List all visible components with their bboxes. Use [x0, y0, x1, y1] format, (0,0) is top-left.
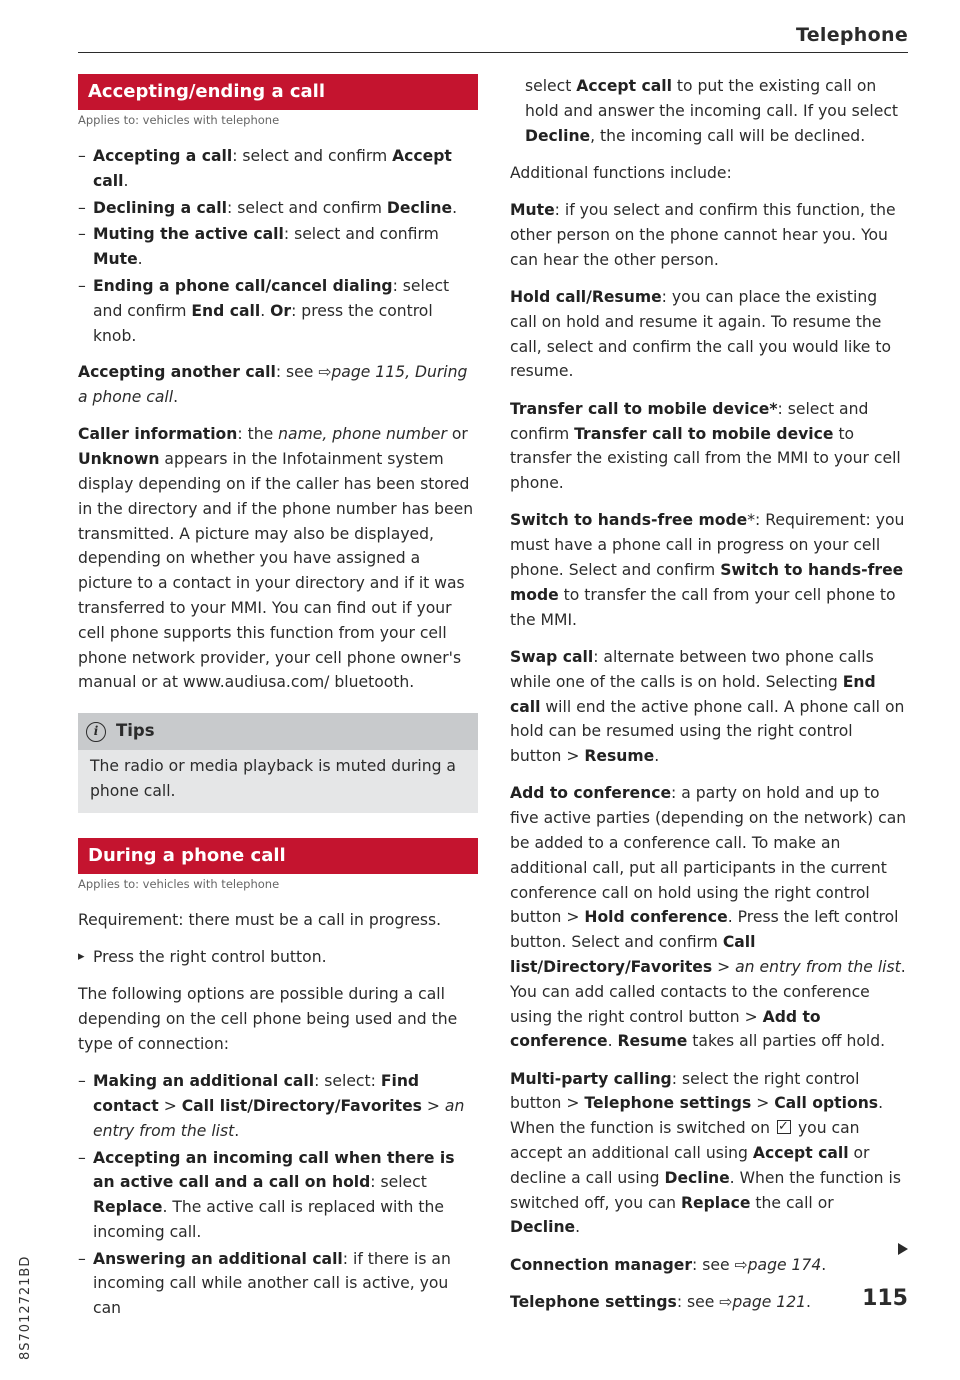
- arrow-right-icon: ⇨: [734, 1255, 748, 1274]
- telephone-settings: Telephone settings: see ⇨page 121.: [510, 1293, 812, 1312]
- arrow-right-icon: ⇨: [318, 363, 332, 382]
- tips-text: The radio or media playback is muted during a phone call.: [90, 757, 456, 800]
- section-heading-during-call: During a phone call: [78, 838, 478, 874]
- tips-header: [78, 713, 478, 750]
- header-divider: [78, 52, 908, 53]
- left-column: [78, 74, 478, 1323]
- step-item: ▸ Press the right control button.: [78, 945, 478, 970]
- swap-function: Swap call: alternate between two phone calls while one of the calls is on hold. Selecting End call will end the active phone call. A phone call on hold can be resumed using the right control button > Resume.: [510, 647, 905, 766]
- list-item: – Making an additional call: select: Find contact > Call list/Directory/Favorites > an entry from the list.: [78, 1069, 478, 1143]
- caller-information: Caller information: the name, phone number or Unknown appears in the Infotainment system display depending on if the caller has been stored in the directory and if the phone number has been transmitted. A picture may also be displayed, depending on whether you have assigned a picture to a contact in your directory and if it was transferred to your MMI. You can find out if your cell phone supports this function from your cell phone network provider, your cell phone owner's manual or at www.audiusa.com/ bluetooth.: [78, 425, 474, 692]
- mute-function: Mute: if you select and confirm this function, the other person on the phone cannot hear you. You can hear the other person.: [510, 201, 896, 269]
- list-item: – Accepting a call: select and confirm Accept call.: [78, 144, 478, 194]
- list-item: – Answering an additional call: if there is an incoming call while another call is active, you can: [78, 1247, 478, 1321]
- requirement-text: Requirement: there must be a call in progress.: [78, 910, 442, 929]
- additional-functions-intro: Additional functions include:: [510, 163, 732, 182]
- list-item: – Muting the active call: select and confirm Mute.: [78, 222, 478, 272]
- applies-to-note: Applies to: vehicles with telephone: [78, 113, 280, 127]
- page-reference-link[interactable]: page 121: [732, 1293, 807, 1312]
- options-intro: The following options are possible during a call depending on the cell phone being used and the type of connection:: [78, 985, 458, 1053]
- conference-function: Add to conference: a party on hold and up to five active parties (depending on the network) can be added to a conference call. To make an additional call, put all participants in the current conference call on hold using the right control button > Hold conference. Press the left control button. Select and confirm Call list/Directory/Favorites > an entry from the list. You can add called contacts to the conference using the right control button > Add to conference. Resume takes all parties off hold.: [510, 784, 907, 1051]
- accepting-another-call: Accepting another call: see ⇨page 115, During a phone call.: [78, 363, 468, 407]
- applies-to-note: Applies to: vehicles with telephone: [78, 876, 280, 891]
- continue-arrow-icon: [898, 1243, 908, 1255]
- transfer-function: Transfer call to mobile device*: select and confirm Transfer call to mobile device to transfer the existing call from the MMI to your cell phone.: [510, 399, 901, 493]
- section-heading-accepting-ending: Accepting/ending a call: [78, 74, 478, 110]
- connection-manager: Connection manager: see ⇨page 174.: [510, 1255, 827, 1274]
- page-reference-link[interactable]: page 115, During a phone call: [78, 363, 468, 407]
- page-reference-link[interactable]: page 174: [747, 1255, 822, 1274]
- document-code: 8S7012721BD: [18, 1255, 33, 1360]
- call-actions-list: [78, 144, 478, 348]
- tips-label: Tips: [116, 721, 155, 741]
- checkbox-checked-icon: [777, 1120, 791, 1134]
- info-icon: i: [86, 722, 106, 742]
- answering-continued: select Accept call to put the existing call on hold and answer the incoming call. If you select Decline, the incoming call will be declined.: [525, 77, 899, 145]
- arrow-right-icon: ⇨: [719, 1293, 733, 1312]
- multiparty-function: Multi-party calling: select the right control button > Telephone settings > Call options. When the function is switched on ✓ you can accept an additional call using Accept call or decline a call using Decline. When the function is switched off, you can Replace the call or Decline.: [510, 1067, 908, 1241]
- list-item: – Accepting an incoming call when there is an active call and a call on hold: select Replace. The active call is replaced with the incoming call.: [78, 1146, 478, 1245]
- handsfree-function: Switch to hands-free mode*: Requirement: you must have a phone call in progress on your cell phone. Select and confirm Switch to hands-free mode to transfer the call from your cell phone to the MMI.: [510, 511, 905, 629]
- list-item: – Declining a call: select and confirm Decline.: [78, 196, 478, 221]
- page-number: 115: [862, 1286, 908, 1311]
- list-item: – Ending a phone call/cancel dialing: select and confirm End call. Or: press the control knob.: [78, 274, 478, 348]
- right-column: [510, 74, 908, 1327]
- hold-function: Hold call/Resume: you can place the existing call on hold and resume it again. To resume the call, select and confirm the call you would like to resume.: [510, 288, 892, 381]
- chapter-title: Telephone: [795, 24, 908, 46]
- tips-box: [78, 713, 478, 812]
- during-call-options-list: [78, 1069, 478, 1321]
